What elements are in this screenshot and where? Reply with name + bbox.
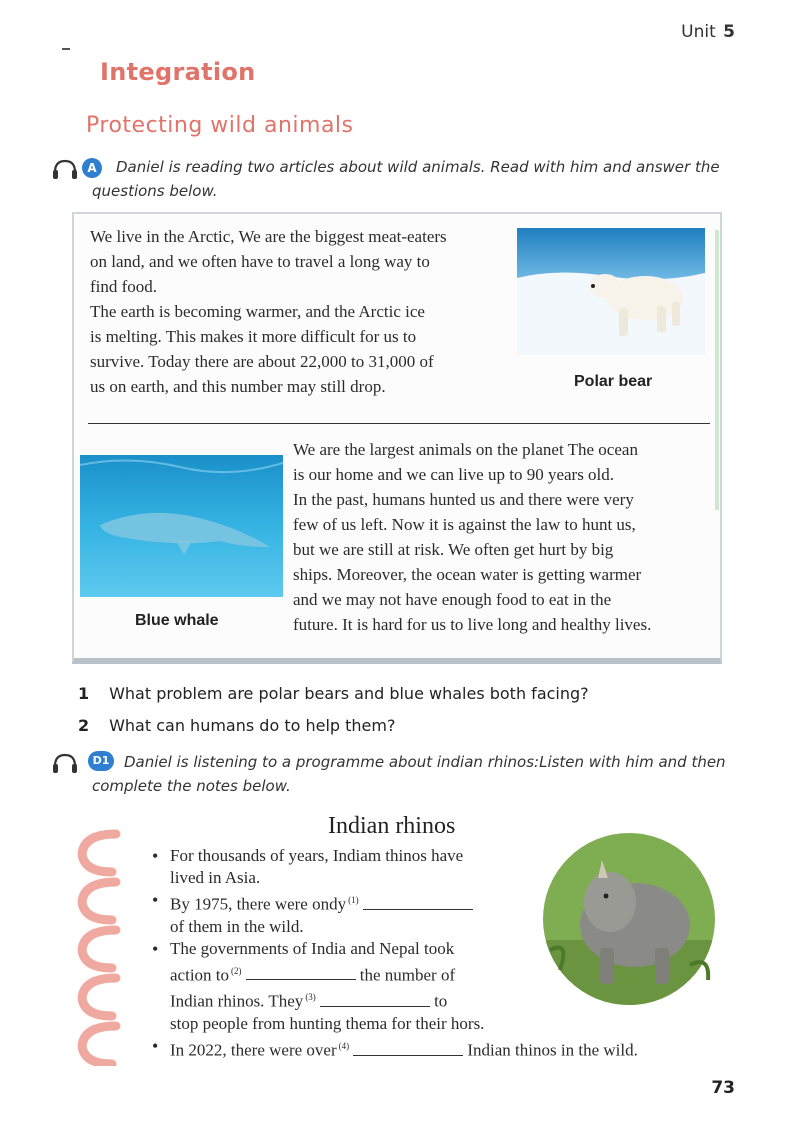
headphones-icon — [52, 158, 78, 180]
note-text: Indian thinos in the wild. — [467, 1040, 638, 1060]
polar-bear-article: We live in the Arctic, We are the biggest meat-eaters on land, and we often have to travel a long way to find food. The earth is becoming warmer, and the Arctic ice is melting. This makes it more difficult for us to survive. Today there are about 22,000 to 31,000 of us on earth, and this number may still drop. — [90, 227, 447, 396]
question-1 — [78, 684, 589, 703]
note-text: The governments of India and Nepal took — [170, 938, 455, 958]
headphones-icon — [52, 752, 78, 774]
note-text: action to — [170, 965, 230, 985]
question-number: 1 — [78, 684, 90, 703]
task-d1-instruction: Daniel is listening to a programme about indian rhinos:Listen with him and then complete the notes below. — [92, 753, 726, 795]
sub-title: Protecting wild animals — [86, 113, 354, 138]
task-a-badge: A — [82, 158, 102, 178]
blue-whale-caption: Blue whale — [135, 612, 219, 629]
answer-blank-1[interactable] — [363, 896, 473, 910]
answer-blank-3[interactable] — [320, 993, 430, 1007]
polar-bear-photo — [517, 228, 705, 355]
blank-number: (2) — [231, 965, 242, 976]
blank-number: (1) — [348, 895, 359, 905]
blank-number: (4) — [338, 1040, 350, 1051]
unit-number: 5 — [723, 22, 735, 42]
note-text: For thousands of years, Indiam thinos have — [170, 846, 464, 865]
blank-number: (3) — [305, 992, 316, 1003]
notes-title: Indian rhinos — [328, 813, 456, 839]
spiral-binding — [66, 826, 136, 1066]
unit-word: Unit — [681, 22, 716, 42]
question-text: What can humans do to help them? — [109, 716, 396, 735]
answer-blank-2[interactable] — [246, 966, 356, 980]
note-text: lived in Asia. — [170, 868, 261, 887]
unit-label — [681, 22, 735, 42]
answer-blank-4[interactable] — [353, 1042, 463, 1056]
list-item — [148, 1035, 738, 1062]
task-a-instruction: Daniel is reading two articles about wild animals. Read with him and answer the questions below. — [92, 158, 720, 200]
task-d1-badge: D1 — [88, 751, 114, 771]
section-title: Integration — [100, 58, 256, 86]
note-text: By 1975, there were ondy — [170, 894, 347, 914]
polar-bear-caption: Polar bear — [574, 373, 653, 390]
blue-whale-article: We are the largest animals on the planet The ocean is our home and we can live up to 90 years old. In the past, humans hunted us and there were very few of us left. Now it is against the law to hunt us, but we are still at risk. We often get hurt by big ships. Moreover, the ocean water is getting warmer and we may not have enough food to eat in the future. It is hard for us to live long and healthy lives. — [293, 440, 652, 634]
note-text: stop people from hunting thema for their hors. — [170, 1013, 485, 1033]
note-text: In 2022, there were over — [170, 1040, 337, 1060]
corner-mark — [62, 48, 70, 50]
question-2 — [78, 716, 395, 735]
blue-whale-photo — [80, 455, 283, 597]
rhino-photo — [540, 830, 718, 1008]
note-text: Indian rhinos. They — [170, 991, 304, 1011]
article-divider — [88, 423, 710, 424]
question-text: What problem are polar bears and blue whales both facing? — [109, 684, 589, 703]
page-number: 73 — [711, 1078, 735, 1098]
note-text: to — [434, 991, 448, 1011]
question-number: 2 — [78, 716, 90, 735]
side-accent — [715, 230, 719, 510]
note-text: the number of — [359, 965, 456, 985]
note-text: of them in the wild. — [170, 916, 304, 936]
